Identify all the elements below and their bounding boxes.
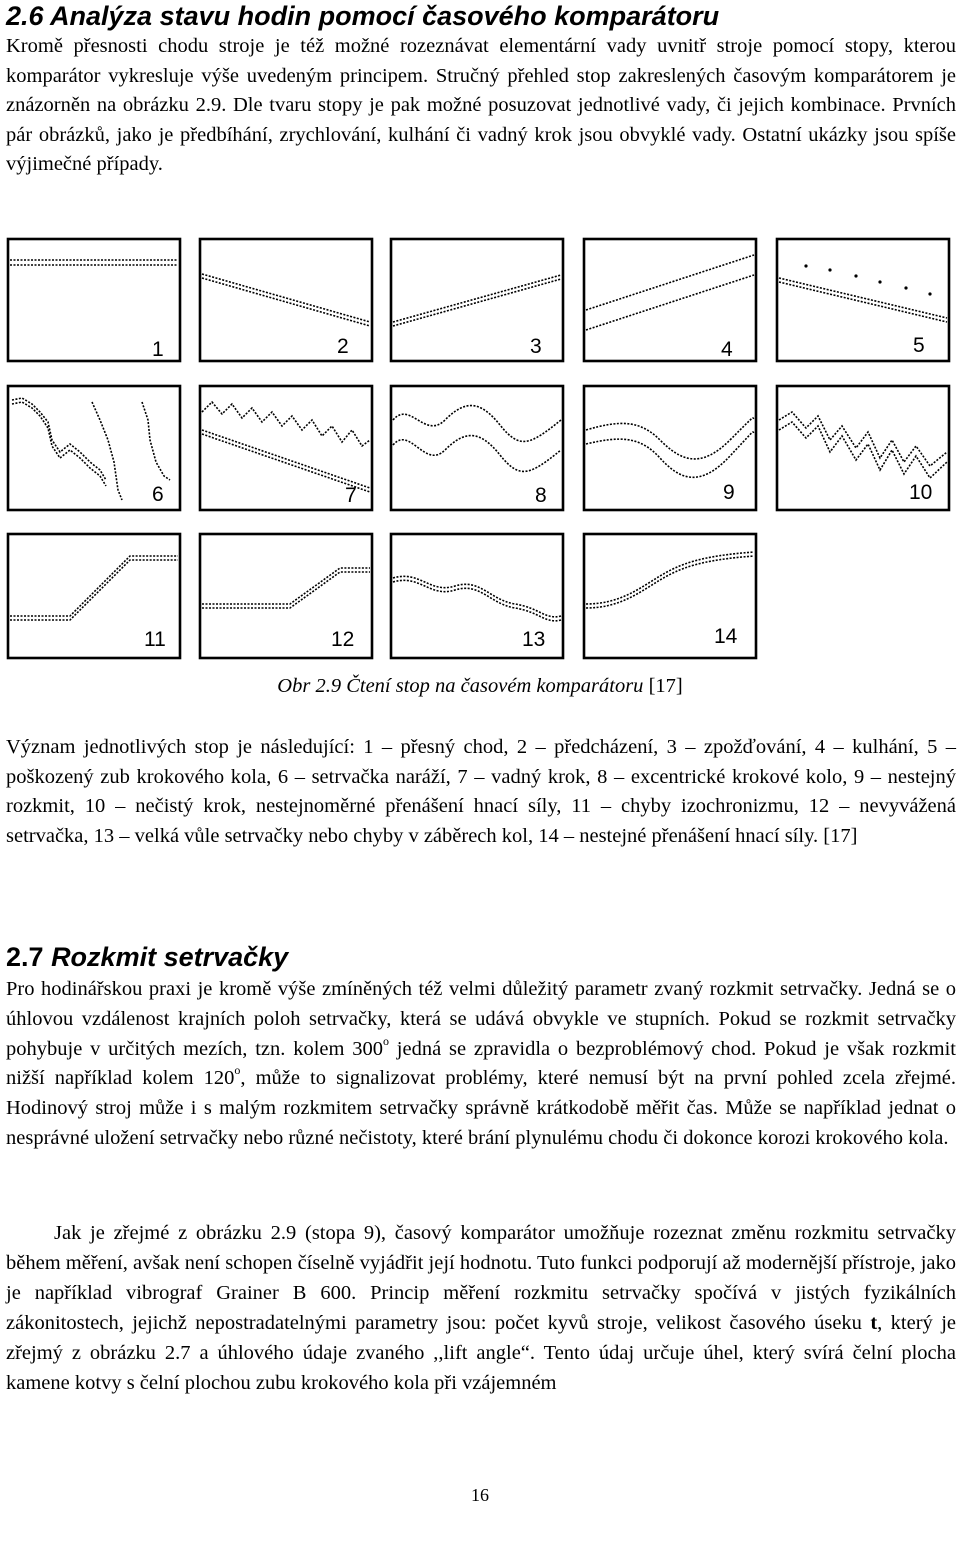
trace-line-6b: [12, 402, 106, 486]
panel-number-10: 10: [909, 481, 933, 504]
intro-paragraph: Kromě přesnosti chodu stroje je též možné rozeznávat elementární vady uvnitř stroje pomocí stopy, kterou komparátor vykresluje výše uvedeným principem. Stručný přehled stop zakreslených časovým komparátorem je znázorněn na obrázku 2.9. Dle tvaru stopy je pak možné posuzovat jednotlivé vady, či jejich kombinace. Prvních pár obrázků, jako je předbíhání, zrychlování, kulhání či vadný krok jsou obvyklé vady. Ostatní ukázky jsou spíše výjimečné případy.: [6, 35, 956, 176]
trace-line-13b: [393, 580, 561, 620]
section-title: Rozkmit setrvačky: [51, 942, 289, 972]
trace-line-9a: [586, 418, 754, 459]
bold-variable: t: [870, 1312, 878, 1334]
panel-number-8: 8: [535, 484, 547, 507]
balance-amplitude-paragraph: [6, 975, 956, 1154]
panel-number-11: 11: [144, 628, 166, 651]
trace-line-12a: [202, 568, 370, 604]
trace-line-12b: [202, 572, 370, 608]
caption-reference: [17]: [648, 675, 683, 697]
trace-line-7a: [202, 402, 370, 446]
trace-line-3a: [393, 275, 561, 322]
trace-line-14a: [586, 552, 754, 604]
trace-line-6d: [142, 402, 170, 480]
trace-line-3b: [393, 279, 561, 326]
trace-line-11b: [10, 560, 178, 620]
text-run: , který je zřejmý z obrázku 2.7 a úhlového údaje zvaného ,,lift angle“. Tento údaj určuje úhel, který svírá čelní plocha kamene kotvy s čelní plochou zubu krokového kola při vzájemném: [6, 1312, 956, 1394]
trace-line-2b: [202, 278, 370, 326]
caption-text: Čtení stop na časovém komparátoru: [346, 675, 644, 697]
panel-number-13: 13: [522, 628, 546, 651]
panel-number-14: 14: [714, 625, 738, 648]
trace-line-10b: [779, 422, 947, 478]
panel-number-7: 7: [345, 484, 357, 507]
trace-line-9b: [586, 432, 754, 477]
trace-figure: [0, 0, 960, 680]
trace-meaning-paragraph: Význam jednotlivých stop je následující: 1 – přesný chod, 2 – předcházení, 3 – zpožďování, 4 – kulhání, 5 – poškozený zub krokového kola, 6 – setrvačka naráží, 7 – vadný krok, 8 – excentrické krokové kolo, 9 – nestejný rozkmit, 10 – nečistý krok, nestejnoměrné přenášení hnací síly, 11 – chyby izochronizmu, 12 – nevyvážená setrvačka, 13 – velká vůle setrvačky nebo chyby v záběrech kol, 14 – nestejné přenášení hnací síly. [17]: [6, 736, 956, 847]
figure-caption: [0, 672, 960, 700]
trace-line-6c: [92, 402, 122, 500]
comparator-paragraph: [6, 1218, 956, 1398]
panel-number-6: 6: [152, 483, 164, 506]
panel-number-9: 9: [723, 481, 735, 504]
text-run: Pro hodinářskou praxi je kromě výše zmíněných též velmi důležitý parametr zvaný rozkmit setrvačky. Jedná se o úhlovou vzdálenost krajních poloh setrvačky, která se udává obvykle ve stupních. Pokud se rozkmit setrvačky pohybuje v určitých mezích, tzn. kolem 300: [6, 978, 956, 1060]
trace-line-5b: [779, 282, 947, 322]
panel-number-5: 5: [913, 334, 925, 357]
trace-line-10a: [779, 412, 947, 466]
panel-number-2: 2: [337, 335, 349, 358]
caption-label: Obr 2.9: [277, 675, 342, 697]
text-run: Jak je zřejmé z obrázku 2.9 (stopa 9), časový komparátor umožňuje rozeznat změnu rozkmitu setrvačky během měření, avšak není schopen číselně vyjádřit její hodnotu. Tuto funkci podporují až modernější přístroje, jako je například vibrograf Grainer B 600. Princip měření rozkmitu setrvačky spočívá v jistých fyzikálních zákonitostech, jejichž nepostradatelnými parametry jsou: počet kyvů stroje, velikost časového úseku: [6, 1222, 956, 1334]
panel-number-1: 1: [152, 338, 164, 361]
panel-number-3: 3: [530, 335, 542, 358]
trace-line-6a: [12, 398, 106, 480]
degree-mark: o: [234, 1063, 241, 1078]
trace-line-2a: [202, 274, 370, 322]
text-run: jedná se zpravidla o bezproblémový chod. Pokud je však rozkmit nižší například kolem 120: [6, 1037, 956, 1090]
trace-line-11a: [10, 556, 178, 616]
degree-mark: o: [382, 1033, 389, 1048]
section-number: 2.7: [6, 942, 44, 972]
page-number: 16: [471, 1485, 489, 1505]
panel-number-12: 12: [331, 628, 355, 651]
section-heading-2-7: [6, 940, 956, 974]
section-heading-2-6: 2.6 Analýza stavu hodin pomocí časového komparátoru: [6, 1, 720, 31]
trace-line-8b: [393, 436, 561, 472]
text-run: , může to signalizovat problémy, které nemusí být na první pohled zcela zřejmé. Hodinový stroj může i s malým rozkmitem setrvačky správně krátkodobě měřit čas. Může se například jednat o nesprávné uložení setrvačky nebo různé nečistoty, které brání plynulému chodu či dokonce korozi krokového kola.: [6, 1067, 956, 1149]
panel-number-4: 4: [721, 338, 733, 361]
trace-line-5a: [779, 278, 947, 318]
